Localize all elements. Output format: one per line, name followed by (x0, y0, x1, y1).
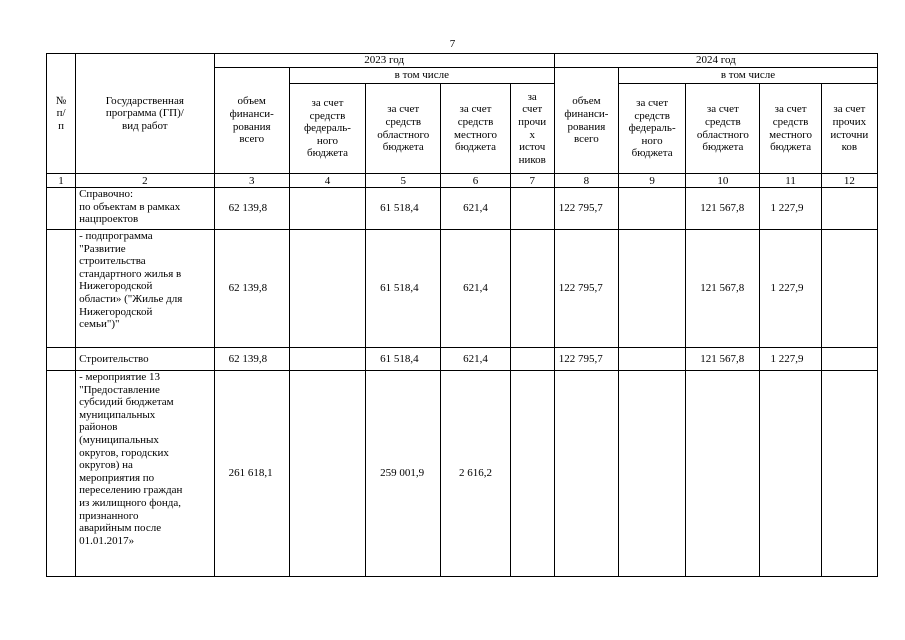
column-number: 5 (366, 174, 441, 188)
header-year-2024: 2024 год (554, 54, 877, 68)
column-number: 2 (76, 174, 214, 188)
cell-federal-2024 (619, 371, 686, 577)
header-year-2023: 2023 год (214, 54, 554, 68)
cell-other-2023 (510, 348, 554, 371)
cell-regional-2023: 259 001,9 (366, 371, 441, 577)
cell-regional-2024 (686, 371, 760, 577)
header-other-2024: за счет прочих источни ков (821, 84, 877, 174)
column-number: 6 (441, 174, 510, 188)
table-row (47, 230, 878, 348)
cell-other-2024 (821, 348, 877, 371)
cell-federal-2024 (619, 348, 686, 371)
cell-other-2024 (821, 230, 877, 348)
header-regional-2023: за счет средств областного бюджета (366, 84, 441, 174)
header-col-no: № п/ п (47, 54, 76, 174)
cell-federal-2023 (289, 371, 365, 577)
cell-local-2024: 1 227,9 (760, 188, 821, 230)
row-no (47, 348, 76, 371)
cell-other-2024 (821, 188, 877, 230)
cell-federal-2023 (289, 188, 365, 230)
cell-regional-2023: 61 518,4 (366, 348, 441, 371)
column-number: 9 (619, 174, 686, 188)
row-name: - мероприятие 13 "Предоставление субсидий бюджетам муниципальных районов (муниципальных округов, городских округов) на мероприятия по переселению граждан из жилищного фонда, признанного аварийным после 01.01.2017» (76, 371, 214, 577)
row-name: Справочно: по объектам в рамках нацпроектов (76, 188, 214, 230)
table-row (47, 371, 878, 577)
cell-total-2024: 122 795,7 (554, 348, 618, 371)
cell-federal-2024 (619, 230, 686, 348)
column-number: 10 (686, 174, 760, 188)
column-number: 7 (510, 174, 554, 188)
page-number: 7 (449, 38, 456, 50)
cell-local-2024 (760, 371, 821, 577)
header-total-2023: объем финанси- рования всего (214, 68, 289, 174)
header-other-2023: за счет прочи х источ ников (510, 84, 554, 174)
row-no (47, 188, 76, 230)
row-no (47, 371, 76, 577)
cell-total-2023: 62 139,8 (214, 188, 289, 230)
table-row (47, 348, 878, 371)
cell-regional-2023: 61 518,4 (366, 230, 441, 348)
cell-regional-2024: 121 567,8 (686, 230, 760, 348)
cell-local-2023: 621,4 (441, 188, 510, 230)
column-number: 8 (554, 174, 618, 188)
header-federal-2023: за счет средств федераль- ного бюджета (289, 84, 365, 174)
cell-total-2023: 261 618,1 (214, 371, 289, 577)
cell-regional-2023: 61 518,4 (366, 188, 441, 230)
header-including-2023: в том числе (289, 68, 554, 84)
column-number: 1 (47, 174, 76, 188)
cell-total-2024 (554, 371, 618, 577)
cell-local-2024: 1 227,9 (760, 348, 821, 371)
cell-local-2023: 2 616,2 (441, 371, 510, 577)
row-name: Строительство (76, 348, 214, 371)
cell-federal-2024 (619, 188, 686, 230)
cell-other-2024 (821, 371, 877, 577)
table-row (47, 188, 878, 230)
cell-other-2023 (510, 188, 554, 230)
column-number: 4 (289, 174, 365, 188)
financing-table (46, 53, 878, 577)
cell-other-2023 (510, 230, 554, 348)
header-col-program: Государственная программа (ГП)/ вид работ (76, 54, 214, 174)
header-including-2024: в том числе (619, 68, 878, 84)
cell-total-2023: 62 139,8 (214, 348, 289, 371)
cell-other-2023 (510, 371, 554, 577)
cell-local-2024: 1 227,9 (760, 230, 821, 348)
row-no (47, 230, 76, 348)
header-federal-2024: за счет средств федераль- ного бюджета (619, 84, 686, 174)
cell-local-2023: 621,4 (441, 348, 510, 371)
cell-regional-2024: 121 567,8 (686, 188, 760, 230)
column-number: 11 (760, 174, 821, 188)
cell-local-2023: 621,4 (441, 230, 510, 348)
column-number: 12 (821, 174, 877, 188)
cell-total-2024: 122 795,7 (554, 230, 618, 348)
header-local-2024: за счет средств местного бюджета (760, 84, 821, 174)
column-number: 3 (214, 174, 289, 188)
cell-federal-2023 (289, 348, 365, 371)
cell-total-2023: 62 139,8 (214, 230, 289, 348)
cell-total-2024: 122 795,7 (554, 188, 618, 230)
header-regional-2024: за счет средств областного бюджета (686, 84, 760, 174)
cell-regional-2024: 121 567,8 (686, 348, 760, 371)
row-name: - подпрограмма "Развитие строительства стандартного жилья в Нижегородской области» ("Жилье для Нижегородской семьи")" (76, 230, 214, 348)
header-total-2024: объем финанси- рования всего (554, 68, 618, 174)
cell-federal-2023 (289, 230, 365, 348)
header-local-2023: за счет средств местного бюджета (441, 84, 510, 174)
